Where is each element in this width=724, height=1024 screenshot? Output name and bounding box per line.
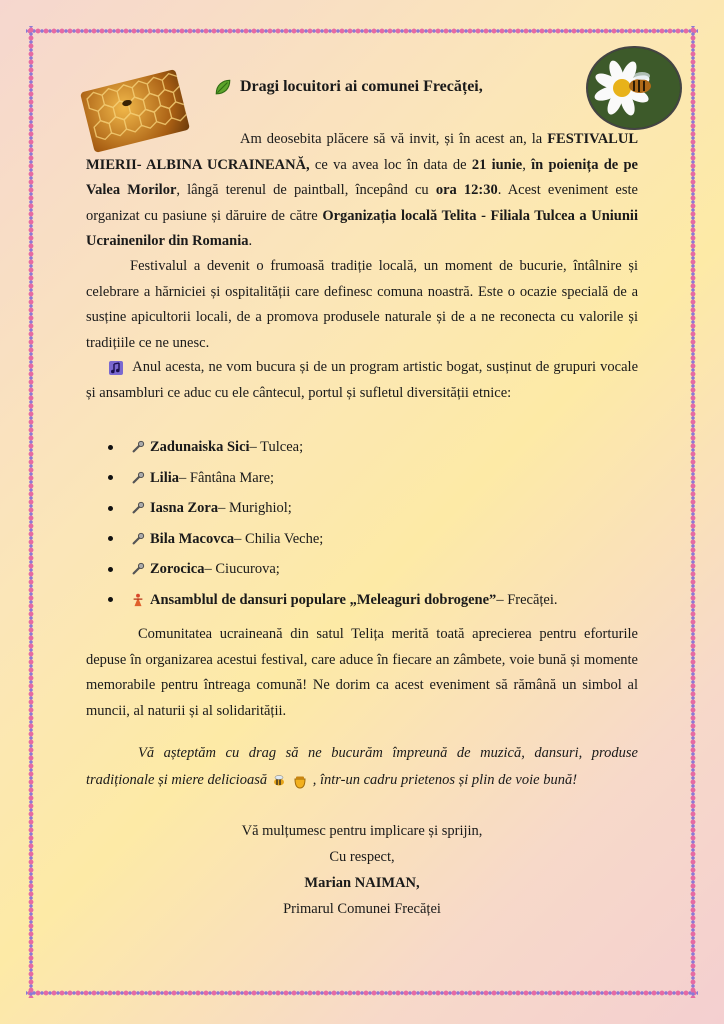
paragraph-invitation [86, 127, 638, 255]
bullet [108, 536, 113, 541]
text-run: , lângă terenul de paintball, începând cu [176, 182, 436, 198]
organizer-name: Organizația locală Telita - Filiala Tulcea a Uniunii Ucrainenilor din Romania [86, 207, 638, 249]
group-place: – Chilia Veche; [234, 530, 324, 547]
microphone-icon [131, 440, 145, 454]
thanks-line: Vă mulțumesc pentru implicare și sprijin, [241, 823, 483, 839]
list-item [108, 493, 558, 524]
bullet [108, 475, 113, 480]
signature-block [86, 818, 638, 922]
bottom-border [26, 988, 698, 998]
closing-text-end: , într-un cadru prietenos și plin de voie bună! [312, 772, 578, 788]
bee-on-daisy-image [588, 48, 680, 128]
bullet [108, 597, 113, 602]
event-time: ora 12:30 [435, 182, 498, 198]
microphone-icon [131, 532, 145, 546]
signer-title: Primarul Comunei Frecăței [283, 901, 441, 917]
group-place: – Tulcea; [249, 439, 304, 456]
group-name: Zadunaiska Sici [150, 439, 250, 456]
text-run: . Acest eveniment este organizat cu pasiune și dăruire de către [86, 182, 638, 224]
paragraph-appreciation: Comunitatea ucraineană din satul Telița merită toată aprecierea pentru eforturile depuse în organizarea acestui festival, care aduce în fiecare an zâmbete, voie bună și momente memorabile pentru întreaga comună! Ne dorim ca acest eveniment să rămână un simbol al muncii, al naturii și al solidarității. [86, 626, 638, 719]
program-text: Anul acesta, ne vom bucura și de un program artistic bogat, susținut de grupuri vocale și ansambluri ce aduc cu ele cântecul, portul și sufletul diversității etnice: [86, 359, 639, 401]
list-item [108, 432, 558, 463]
paragraph-program [86, 355, 638, 406]
text-run: , [522, 156, 532, 173]
right-border [688, 26, 698, 998]
group-name: Iasna Zora [150, 500, 219, 517]
microphone-icon [131, 471, 145, 485]
bullet [108, 506, 113, 511]
closing-text: Vă așteptăm cu drag să ne bucurăm împreună de muzică, dansuri, produse tradiționale și miere delicioasă [86, 745, 638, 788]
list-item [108, 463, 558, 494]
event-location: în poienița de pe Valea Morilor [86, 156, 638, 198]
signer-name: Marian NAIMAN, [304, 875, 420, 891]
regards-line: Cu respect, [329, 849, 395, 865]
list-item [108, 585, 558, 616]
paragraph-invitation-closing [86, 740, 638, 794]
festival-name: FESTIVALUL MIERII- ALBINA UCRAINEANĂ, [86, 131, 638, 173]
group-place: – Fântâna Mare; [179, 469, 275, 486]
bullet [108, 567, 113, 572]
microphone-icon [131, 501, 145, 515]
leaf-icon [214, 78, 232, 96]
group-place: – Murighiol; [218, 500, 292, 517]
left-border [26, 26, 36, 998]
greeting-text: Dragi locuitori ai comunei Frecăței, [240, 78, 483, 95]
list-item [108, 554, 558, 585]
group-place: – Frecăței. [496, 591, 558, 608]
bee-icon [271, 773, 287, 789]
performers-list [108, 432, 558, 615]
event-date: 21 iunie [471, 156, 523, 173]
list-item [108, 524, 558, 555]
group-name: Bila Macovca [150, 530, 235, 547]
group-name: Ansamblul de dansuri populare „Meleaguri dobrogene” [150, 591, 497, 608]
microphone-icon [131, 562, 145, 576]
paragraph-tradition: Festivalul a devenit o frumoasă tradiție locală, un moment de bucurie, întâlnire și celebrare a hărniciei și ospitalității care definesc comuna noastră. Este o ocazie specială de a susține apicultorii locali, de a promova produsele naturale și de a ne reconecta cu valorile și tradițiile ce ne unesc. [86, 258, 638, 351]
dancer-icon [131, 593, 145, 607]
greeting-heading [214, 78, 483, 96]
honey-pot-icon [292, 773, 308, 789]
group-name: Lilia [150, 469, 180, 486]
top-border [26, 26, 698, 36]
text-run: . [248, 233, 253, 249]
group-name: Zorocica [150, 561, 205, 578]
text-run: ce va avea loc în data de [309, 156, 472, 173]
music-notes-icon [108, 360, 124, 376]
group-place: – Ciucurova; [204, 561, 280, 578]
bullet [108, 445, 113, 450]
text-run: Am deosebita plăcere să vă invit, și în acest an, la [240, 131, 548, 147]
